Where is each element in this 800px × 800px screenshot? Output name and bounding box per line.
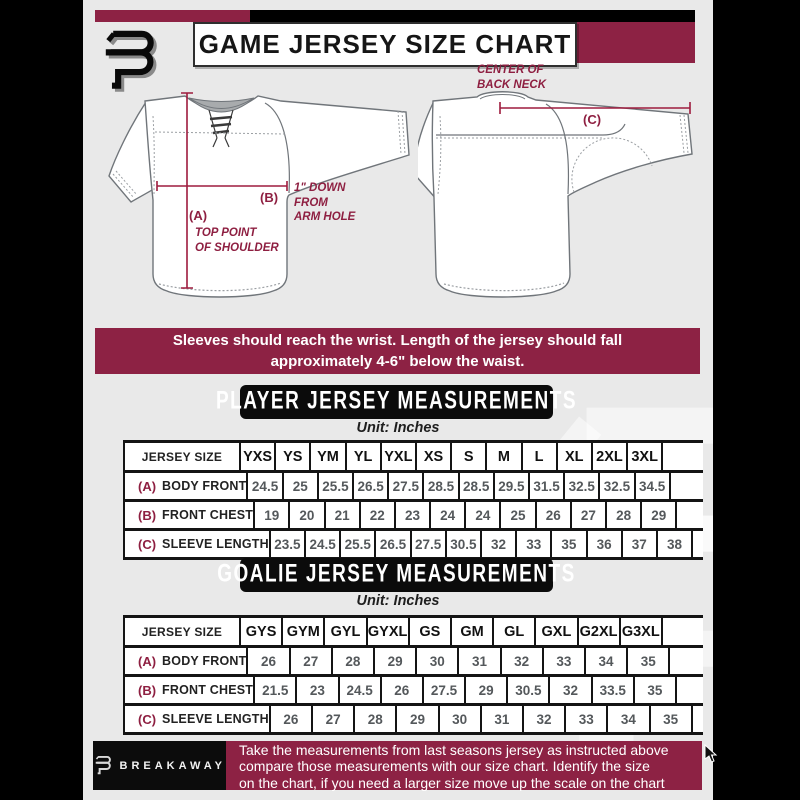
- measurement-value-cell: 33: [566, 706, 608, 735]
- measurement-value-cell: 29: [397, 706, 439, 735]
- measurement-label-cell: (B) FRONT CHEST: [123, 677, 255, 703]
- measurement-value-cell: 27: [313, 706, 355, 735]
- measurement-value-cell: 26.5: [354, 473, 389, 499]
- measurement-value-cell: 28: [607, 502, 642, 528]
- spacer-cell: [677, 677, 703, 703]
- top-strip-maroon: [95, 10, 250, 22]
- title-maroon-block: [571, 22, 695, 63]
- spacer-cell: [671, 473, 703, 499]
- content-panel: [83, 0, 713, 800]
- measurement-value-cell: 31.5: [530, 473, 565, 499]
- measurement-value-cell: 31: [482, 706, 524, 735]
- measurement-value-cell: 24.5: [340, 677, 382, 703]
- measurement-value-cell: 38: [658, 531, 693, 560]
- size-header-cell: GS: [410, 615, 452, 645]
- table-row: [123, 440, 703, 473]
- label-c: (C): [583, 112, 602, 127]
- size-header-cell: GYS: [241, 615, 283, 645]
- spacer-cell: [677, 502, 703, 528]
- spacer-cell: [663, 440, 703, 470]
- footer-brand-box: [93, 741, 226, 790]
- back-jersey-diagram: [418, 88, 708, 303]
- label-b: (B): [260, 190, 279, 205]
- measurement-value-cell: 24.5: [248, 473, 283, 499]
- measurement-value-cell: 27.5: [412, 531, 447, 560]
- measurement-value-cell: 32: [524, 706, 566, 735]
- brand-name: BREAKAWAY: [119, 759, 226, 772]
- measurement-value-cell: 20: [290, 502, 325, 528]
- size-label-cell: JERSEY SIZE: [123, 615, 241, 645]
- measurement-value-cell: 23: [297, 677, 339, 703]
- breakaway-footer-logo-icon: [93, 749, 113, 782]
- spacer-cell: [693, 531, 703, 560]
- measurement-value-cell: 32: [482, 531, 517, 560]
- measurement-value-cell: 30: [417, 648, 459, 674]
- measurement-value-cell: 37: [623, 531, 658, 560]
- table-row: [123, 473, 703, 502]
- measurement-value-cell: 30.5: [508, 677, 550, 703]
- measurement-value-cell: 28: [333, 648, 375, 674]
- measurement-value-cell: 27: [572, 502, 607, 528]
- size-header-cell: XS: [417, 440, 452, 470]
- size-header-cell: GL: [494, 615, 536, 645]
- measurement-value-cell: 33.5: [593, 677, 635, 703]
- size-header-cell: 3XL: [628, 440, 663, 470]
- note-down-from-armhole: 1" DOWN FROM ARM HOLE: [294, 182, 356, 223]
- measurement-value-cell: 26: [382, 677, 424, 703]
- size-header-cell: S: [452, 440, 487, 470]
- label-a: (A): [189, 208, 208, 223]
- table-row: [123, 502, 703, 531]
- measurement-label-cell: (C) SLEEVE LENGTH: [123, 531, 271, 560]
- goalie-section-header: GOALIE JERSEY MEASUREMENTS: [240, 558, 553, 592]
- size-header-cell: GM: [452, 615, 494, 645]
- page-title: GAME JERSEY SIZE CHART: [198, 29, 572, 59]
- size-header-cell: L: [523, 440, 558, 470]
- measurement-value-cell: 34: [608, 706, 650, 735]
- size-header-cell: GYM: [283, 615, 325, 645]
- goalie-unit-label: Unit: Inches: [356, 593, 440, 609]
- measurement-value-cell: 36: [588, 531, 623, 560]
- player-unit-label: Unit: Inches: [356, 420, 440, 436]
- measurement-value-cell: 25.5: [341, 531, 376, 560]
- table-row: [123, 648, 703, 677]
- measurement-value-cell: 24: [466, 502, 501, 528]
- size-header-cell: M: [487, 440, 522, 470]
- measurement-value-cell: 28: [355, 706, 397, 735]
- measurement-value-cell: 32: [502, 648, 544, 674]
- measurement-value-cell: 25.5: [319, 473, 354, 499]
- measurement-value-cell: 32.5: [565, 473, 600, 499]
- measurement-value-cell: 26.5: [376, 531, 411, 560]
- measurement-value-cell: 25: [501, 502, 536, 528]
- measurement-label-cell: (B) FRONT CHEST: [123, 502, 255, 528]
- page-title-box: [193, 22, 577, 67]
- spacer-cell: [693, 706, 703, 735]
- size-header-cell: GXL: [536, 615, 578, 645]
- table-row: [123, 677, 703, 706]
- measurement-value-cell: 29: [466, 677, 508, 703]
- player-section-header: PLAYER JERSEY MEASUREMENTS: [240, 385, 553, 419]
- measurement-value-cell: 27.5: [389, 473, 424, 499]
- size-header-cell: G2XL: [579, 615, 621, 645]
- measurement-value-cell: 21.5: [255, 677, 297, 703]
- goalie-measurements-table: [123, 615, 703, 735]
- size-label-cell: JERSEY SIZE: [123, 440, 241, 470]
- measurement-value-cell: 19: [255, 502, 290, 528]
- size-header-cell: YXL: [382, 440, 417, 470]
- size-header-cell: G3XL: [621, 615, 663, 645]
- measurement-value-cell: 24: [431, 502, 466, 528]
- measurement-value-cell: 35: [635, 677, 677, 703]
- measurement-value-cell: 23.5: [271, 531, 306, 560]
- player-measurements-table: [123, 440, 703, 560]
- measurement-value-cell: 35: [651, 706, 693, 735]
- measurement-value-cell: 29: [375, 648, 417, 674]
- measurement-value-cell: 33: [517, 531, 552, 560]
- size-header-cell: 2XL: [593, 440, 628, 470]
- breakaway-logo-icon: [95, 24, 161, 98]
- measurement-value-cell: 34.5: [636, 473, 671, 499]
- spacer-cell: [670, 648, 703, 674]
- measurement-label-cell: (A) BODY FRONT: [123, 473, 248, 499]
- table-row: [123, 706, 703, 735]
- measurement-label-cell: (C) SLEEVE LENGTH: [123, 706, 271, 735]
- measurement-value-cell: 29.5: [495, 473, 530, 499]
- size-header-cell: XL: [558, 440, 593, 470]
- measurement-value-cell: 30.5: [447, 531, 482, 560]
- measurement-value-cell: 22: [361, 502, 396, 528]
- size-header-cell: YS: [276, 440, 311, 470]
- note-top-point-of-shoulder: TOP POINT OF SHOULDER: [195, 227, 279, 254]
- measurement-value-cell: 28.5: [460, 473, 495, 499]
- measurement-value-cell: 21: [326, 502, 361, 528]
- measurement-value-cell: 26: [537, 502, 572, 528]
- measurement-value-cell: 29: [642, 502, 677, 528]
- measurement-value-cell: 27.5: [424, 677, 466, 703]
- size-header-cell: YM: [311, 440, 346, 470]
- size-header-cell: GYXL: [368, 615, 410, 645]
- measurement-value-cell: 32.5: [600, 473, 635, 499]
- measurement-value-cell: 34: [586, 648, 628, 674]
- measurement-label-cell: (A) BODY FRONT: [123, 648, 248, 674]
- measurement-value-cell: 35: [552, 531, 587, 560]
- size-header-cell: GYL: [325, 615, 367, 645]
- table-row: [123, 531, 703, 560]
- note-center-of-back-neck: CENTER OF BACK NECK: [477, 64, 546, 91]
- measurement-value-cell: 33: [544, 648, 586, 674]
- footer-instructions: Take the measurements from last seasons jersey as instructed above compare those measurements with our size chart. Identify the size on the chart, if you need a larger size move up the scale on the chart: [226, 741, 702, 790]
- measurement-value-cell: 24.5: [306, 531, 341, 560]
- measurement-value-cell: 25: [284, 473, 319, 499]
- measurement-value-cell: 26: [271, 706, 313, 735]
- measurement-value-cell: 27: [291, 648, 333, 674]
- sleeve-length-banner: Sleeves should reach the wrist. Length of the jersey should fall approximately 4-6" below the waist.: [95, 328, 700, 374]
- top-strip-black: [250, 10, 695, 22]
- measurement-value-cell: 30: [440, 706, 482, 735]
- size-header-cell: YL: [347, 440, 382, 470]
- measurement-value-cell: 32: [550, 677, 592, 703]
- size-header-cell: YXS: [241, 440, 276, 470]
- measurement-value-cell: 23: [396, 502, 431, 528]
- measurement-value-cell: 26: [248, 648, 290, 674]
- mouse-cursor: [704, 744, 718, 764]
- measurement-value-cell: 28.5: [424, 473, 459, 499]
- table-row: [123, 615, 703, 648]
- spacer-cell: [663, 615, 703, 645]
- measurement-value-cell: 35: [628, 648, 670, 674]
- measurement-value-cell: 31: [459, 648, 501, 674]
